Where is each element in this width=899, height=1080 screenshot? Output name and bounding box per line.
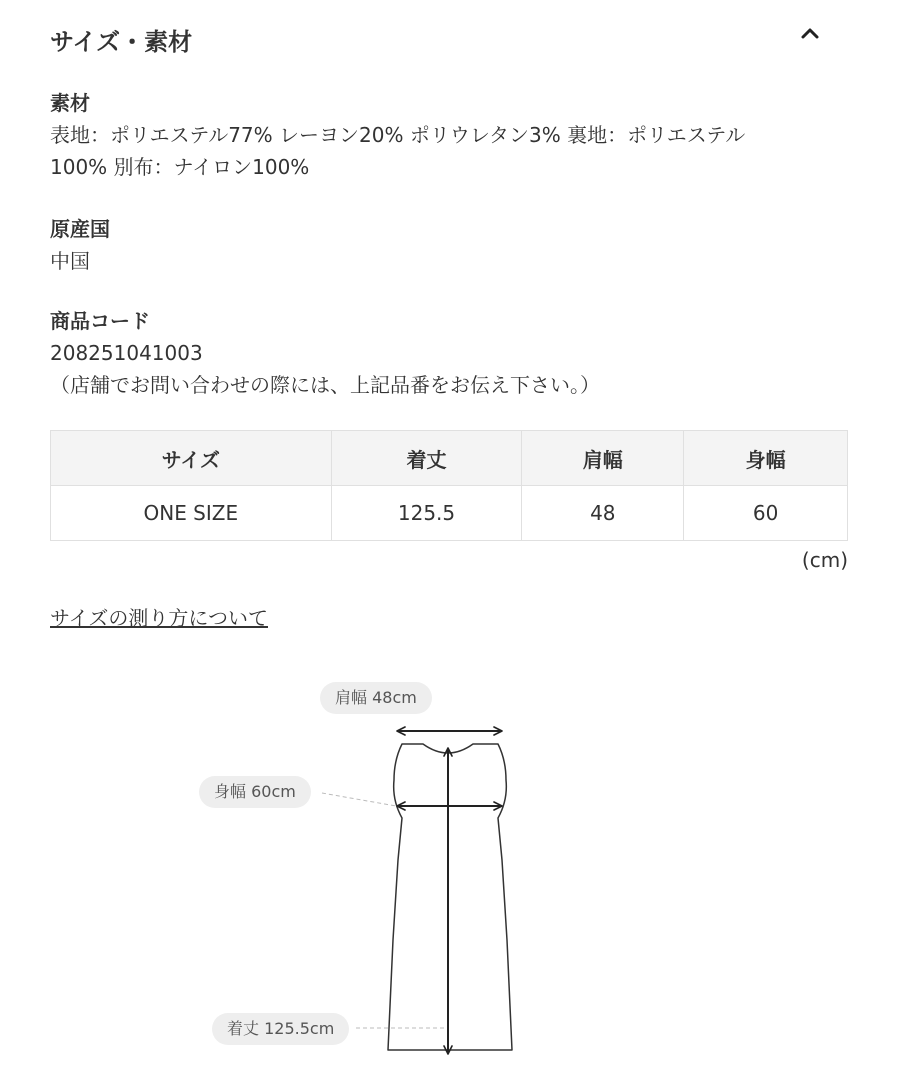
table-header-shoulder: 肩幅 [522, 431, 684, 486]
material-line-1: 表地：ポリエステル77% レーヨン20% ポリウレタン3% 裏地：ポリエステル [50, 123, 746, 147]
width-leader-line [322, 793, 396, 806]
table-header-size: サイズ [51, 431, 332, 486]
section-title: サイズ・素材 [50, 28, 193, 56]
table-cell-shoulder: 48 [522, 486, 684, 541]
material-line-2: 100% 別布：ナイロン100% [50, 155, 310, 179]
origin-label: 原産国 [50, 217, 110, 241]
unit-label: (cm) [801, 548, 848, 572]
length-label: 着丈 125.5cm [212, 1013, 349, 1045]
table-cell-width: 60 [684, 486, 848, 541]
shoulder-width-label: 肩幅 48cm [320, 682, 432, 714]
size-guide-link[interactable]: サイズの測り方について [50, 606, 268, 630]
material-label: 素材 [50, 91, 90, 115]
table-cell-length: 125.5 [331, 486, 522, 541]
table-header-width: 身幅 [684, 431, 848, 486]
product-code-note: （店舗でお問い合わせの際には、上記品番をお伝え下さい。） [50, 373, 600, 397]
body-width-label: 身幅 60cm [199, 776, 311, 808]
product-code-label: 商品コード [50, 309, 150, 333]
product-code-value: 208251041003 [50, 341, 203, 365]
origin-value: 中国 [50, 249, 90, 273]
table-cell-size: ONE SIZE [51, 486, 332, 541]
dress-outline [388, 744, 512, 1050]
table-header-length: 着丈 [331, 431, 522, 486]
